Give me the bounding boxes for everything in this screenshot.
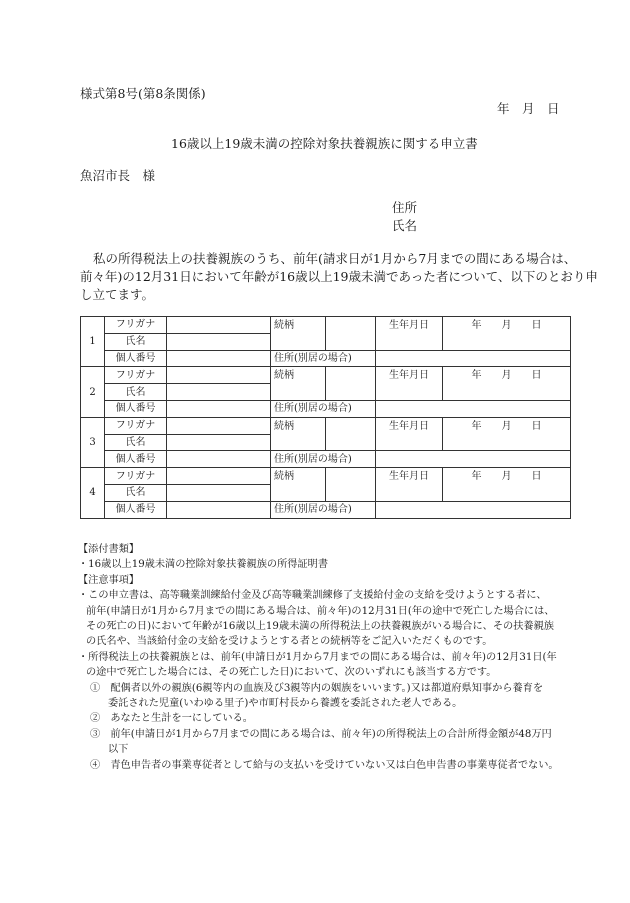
address-label: 住所(別居の場合) (271, 501, 376, 518)
name-label: 氏名 (105, 484, 167, 501)
birthdate-field[interactable]: 年 月 日 (443, 317, 571, 351)
caution-text: ・所得税法上の扶養親族とは、前年(申請日が1月から7月までの間にある場合は、前々年)の12月31日(年 (78, 651, 557, 663)
furigana-label: フリガナ (105, 468, 167, 485)
name-label: 氏名 (105, 434, 167, 451)
applicant-name-label: 氏名 (392, 218, 418, 233)
intro-line: 私の所得税法上の扶養親族のうち、前年(請求日が1月から7月までの間にある場合は、 (93, 251, 577, 266)
table-row (81, 417, 571, 434)
form-number: 様式第8号(第8条関係) (80, 86, 206, 101)
applicant-address-label: 住所 (392, 200, 418, 215)
caution-text: 前年(申請日が1月から7月までの間にある場合は、前々年)の12月31日(年の途中で死亡した場合には、 (86, 605, 555, 617)
furigana-field[interactable] (167, 468, 271, 485)
birthdate-label: 生年月日 (376, 317, 443, 351)
caution-text: その死亡の日)において年齢が16歳以上19歳未満の所得税法上の扶養親族がいる場合に、その扶養親族 (86, 621, 554, 633)
birthdate-field[interactable]: 年 月 日 (443, 417, 571, 451)
attachment-heading: 【添付書類】 (78, 544, 140, 555)
name-field[interactable] (167, 384, 271, 401)
birthdate-label: 生年月日 (376, 367, 443, 401)
furigana-label: フリガナ (105, 367, 167, 384)
id-number-field[interactable] (167, 501, 271, 518)
dependents-table (80, 316, 571, 519)
id-number-field[interactable] (167, 400, 271, 417)
id-number-label: 個人番号 (105, 501, 167, 518)
address-field[interactable] (376, 350, 571, 367)
relation-label: 続柄 (271, 367, 326, 401)
relation-field[interactable] (326, 317, 376, 351)
name-field[interactable] (167, 333, 271, 350)
table-row (81, 400, 571, 417)
caution-heading: 【注意事項】 (78, 574, 140, 586)
id-number-label: 個人番号 (105, 451, 167, 468)
entry-number: 2 (81, 367, 105, 417)
condition-item: ① 配偶者以外の親族(6親等内の血族及び3親等内の姻族をいいます。)又は都道府県知事から養育を (90, 682, 544, 694)
address-label: 住所(別居の場合) (271, 400, 376, 417)
table-row (81, 501, 571, 518)
birthdate-field[interactable]: 年 月 日 (443, 468, 571, 502)
furigana-field[interactable] (167, 417, 271, 434)
address-field[interactable] (376, 501, 571, 518)
id-number-label: 個人番号 (105, 350, 167, 367)
name-field[interactable] (167, 484, 271, 501)
notes-section (78, 542, 578, 773)
birthdate-field[interactable]: 年 月 日 (443, 367, 571, 401)
address-field[interactable] (376, 400, 571, 417)
furigana-field[interactable] (167, 317, 271, 334)
table-row (81, 468, 571, 485)
entry-number: 4 (81, 468, 105, 518)
caution-text: ・この申立書は、高等職業訓練給付金及び高等職業訓練修了支援給付金の支給を受けようとする者に、 (78, 590, 547, 602)
name-field[interactable] (167, 434, 271, 451)
table-row (81, 451, 571, 468)
relation-label: 続柄 (271, 417, 326, 451)
relation-field[interactable] (326, 468, 376, 502)
address-field[interactable] (376, 451, 571, 468)
entry-number: 1 (81, 317, 105, 367)
attachment-item: ・16歳以上19歳未満の控除対象扶養親族の所得証明書 (78, 559, 329, 571)
id-number-field[interactable] (167, 451, 271, 468)
caution-text: の氏名や、当該給付金の支給を受けようとする者との続柄等をご記入いただくものです。 (86, 636, 493, 648)
relation-field[interactable] (326, 417, 376, 451)
date-line: 年 月 日 (497, 101, 560, 116)
condition-item: 委託された児童(いわゆる里子)や市町村長から養護を委託された老人である。 (108, 698, 463, 710)
addressee: 魚沼市長 様 (80, 168, 156, 183)
furigana-label: フリガナ (105, 317, 167, 334)
id-number-field[interactable] (167, 350, 271, 367)
document-title: 16歳以上19歳未満の控除対象扶養親族に関する申立書 (171, 136, 478, 151)
furigana-label: フリガナ (105, 417, 167, 434)
condition-item: 以下 (108, 744, 129, 756)
intro-line: 前々年)の12月31日において年齢が16歳以上19歳未満であった者について、以下のとおり申 (80, 269, 598, 284)
intro-paragraph (80, 250, 598, 304)
table-row (81, 367, 571, 384)
entry-number: 3 (81, 417, 105, 467)
birthdate-label: 生年月日 (376, 417, 443, 451)
name-label: 氏名 (105, 384, 167, 401)
relation-label: 続柄 (271, 468, 326, 502)
condition-item: ③ 前年(申請日が1月から7月までの間にある場合は、前々年)の所得税法上の合計所得金額が48万円 (90, 728, 552, 740)
table-row (81, 350, 571, 367)
id-number-label: 個人番号 (105, 400, 167, 417)
condition-item: ② あなたと生計を一にしている。 (90, 713, 253, 725)
address-label: 住所(別居の場合) (271, 451, 376, 468)
intro-line: し立てます。 (80, 287, 155, 302)
address-label: 住所(別居の場合) (271, 350, 376, 367)
caution-text: の途中で死亡した場合には、その死亡した日)において、次のいずれにも該当する方です。 (86, 667, 497, 679)
relation-field[interactable] (326, 367, 376, 401)
condition-item: ④ 青色申告者の事業専従者として給与の支払いを受けていない又は白色申告書の事業専従者でない。 (90, 759, 559, 771)
table-row (81, 317, 571, 334)
name-label: 氏名 (105, 333, 167, 350)
furigana-field[interactable] (167, 367, 271, 384)
relation-label: 続柄 (271, 317, 326, 351)
birthdate-label: 生年月日 (376, 468, 443, 502)
